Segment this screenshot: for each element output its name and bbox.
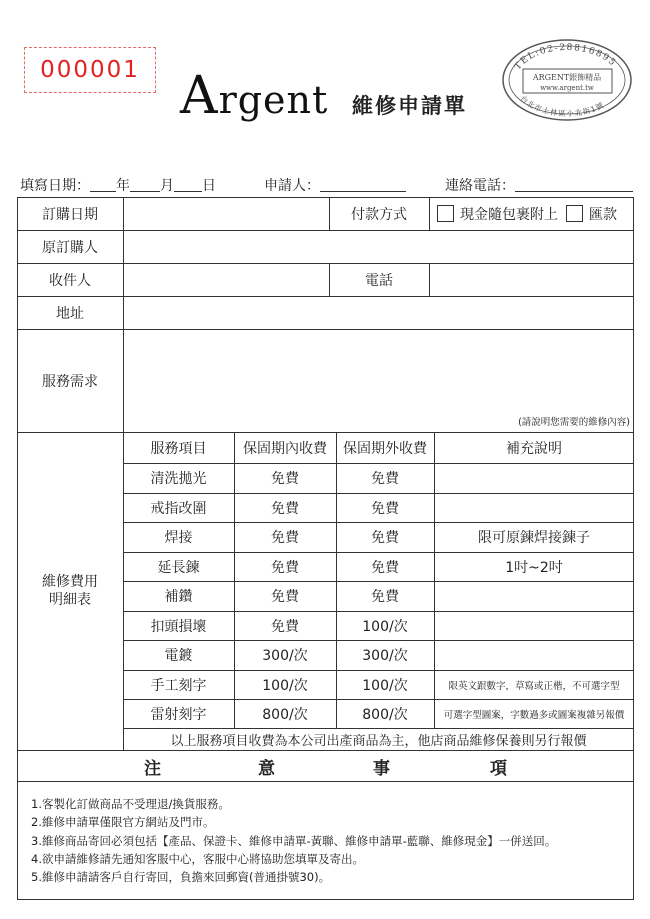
phone-label: 連絡電話： [445, 178, 515, 194]
transfer-checkbox[interactable] [566, 205, 583, 222]
payment-options [429, 197, 634, 230]
row-item: 延長鍊 [157, 559, 200, 576]
payment-method-label: 付款方式 [351, 206, 407, 223]
header-out-warranty: 保固期外收費 [343, 440, 427, 457]
day-blank[interactable] [174, 178, 202, 192]
header-in-warranty: 保固期內收費 [243, 440, 327, 457]
row-item: 焊接 [164, 530, 193, 546]
shop-stamp [500, 36, 635, 124]
notice-title-char-4: 項 [490, 759, 507, 779]
stamp-website: www.argent.tw [540, 84, 594, 92]
row-out-fee: 100/次 [362, 618, 408, 635]
service-request-label: 服務需求 [42, 373, 98, 390]
serial-number: 000001 [24, 47, 156, 93]
row-out-fee: 免費 [371, 589, 399, 605]
row-item: 雷射刻字 [150, 706, 207, 723]
form-title: 維修申請單 [352, 94, 467, 118]
fill-applicant [264, 175, 406, 195]
year-blank[interactable] [90, 178, 116, 192]
stamp-tel: TEL:02-28816895 [513, 42, 618, 72]
order-date-label: 訂購日期 [42, 206, 98, 223]
notice-item: 5.維修申請請客戶自行寄回，負擔來回郵資(普通掛號30)。 [31, 870, 331, 885]
row-out-fee: 100/次 [362, 677, 408, 694]
row-in-fee: 免費 [271, 618, 299, 635]
row-in-fee: 免費 [271, 559, 299, 576]
notice-item: 2.維修申請單僅限官方網站及門市。 [31, 815, 215, 830]
fee-side-line-1: 維修費用 [42, 574, 98, 590]
notice-item: 1.客製化訂做商品不受理退/換貨服務。 [31, 797, 230, 811]
row-in-fee: 800/次 [262, 706, 308, 723]
row-out-fee: 免費 [371, 559, 399, 576]
applicant-blank[interactable] [320, 178, 406, 192]
notice-item: 3.維修商品寄回必須包括【產品、保證卡、維修申請單-黃聯、維修申請單-藍聯、維修現金】一併送回。 [31, 833, 557, 848]
address-label: 地址 [56, 305, 84, 322]
row-note: 可選字型圖案，字數過多或圖案複雜另報價 [443, 709, 625, 721]
fill-date [20, 175, 216, 195]
row-out-fee: 免費 [371, 530, 399, 546]
row-item: 清洗拋光 [150, 471, 207, 487]
address-field[interactable] [123, 296, 634, 329]
fee-table-footer: 以上服務項目收費為本公司出產商品為主，他店商品維修保養則另行報價 [170, 733, 587, 749]
row-in-fee: 免費 [271, 471, 299, 487]
fee-table-side-label [17, 432, 123, 750]
notice-title-char-3: 事 [373, 759, 390, 779]
header-notes: 補充說明 [506, 440, 562, 457]
row-note: 限可原鍊焊接鍊子 [478, 530, 590, 546]
phone-blank[interactable] [515, 178, 633, 192]
recipient-field[interactable] [123, 263, 329, 296]
applicant-label: 申請人： [264, 178, 320, 194]
stamp-shop: ARGENT銀飾精品 [532, 73, 602, 82]
row-note: 1吋~2吋 [505, 559, 563, 576]
argent-logo [180, 66, 328, 126]
date-label: 填寫日期： [20, 178, 90, 194]
fill-phone [445, 175, 633, 195]
notice-item: 4.欲申請維修請先通知客服中心，客服中心將協助您填單及寄出。 [31, 851, 364, 866]
row-out-fee: 免費 [371, 500, 399, 517]
cash-option-label: 現金隨包裹附上 [460, 206, 558, 223]
original-buyer-field[interactable] [123, 230, 634, 263]
row-line [17, 750, 634, 751]
row-in-fee: 免費 [271, 500, 299, 517]
logo-rest: rgent [218, 78, 329, 122]
row-in-fee: 100/次 [262, 677, 308, 694]
month-label: 月 [160, 178, 174, 194]
logo-first-letter: A [180, 66, 219, 126]
notice-title-char-1: 注 [144, 759, 161, 779]
recipient-label: 收件人 [49, 272, 91, 289]
stamp-address: 台北市士林區小北街1號 [518, 93, 606, 119]
cash-checkbox[interactable] [437, 205, 454, 222]
row-note: 限英文跟數字，草寫或正楷，不可選字型 [448, 680, 620, 692]
order-date-field[interactable] [123, 197, 329, 230]
row-item: 扣頭損壞 [150, 618, 207, 635]
transfer-option-label: 匯款 [589, 206, 617, 223]
row-item: 戒指改圍 [150, 500, 207, 517]
row-item: 電鍍 [164, 648, 193, 664]
original-buyer-label: 原訂購人 [42, 239, 98, 256]
row-item: 手工刻字 [150, 677, 207, 694]
row-item: 補鑽 [164, 589, 193, 605]
header-service-item: 服務項目 [150, 440, 207, 457]
notice-title-char-2: 意 [258, 759, 275, 779]
month-blank[interactable] [130, 178, 160, 192]
year-label: 年 [116, 178, 130, 194]
day-label: 日 [202, 178, 216, 194]
row-in-fee: 免費 [271, 589, 299, 605]
notice-list [31, 795, 556, 886]
row-out-fee: 800/次 [362, 706, 408, 723]
fee-side-line-2: 明細表 [49, 592, 91, 608]
row-out-fee: 300/次 [362, 648, 408, 664]
row-line [17, 781, 634, 782]
phone-field[interactable] [429, 263, 634, 296]
phone-field-label: 電話 [365, 272, 393, 289]
row-in-fee: 免費 [271, 530, 299, 546]
service-request-hint: (請說明您需要的維修內容) [518, 417, 630, 428]
row-in-fee: 300/次 [262, 648, 308, 664]
row-out-fee: 免費 [371, 471, 399, 487]
svg-text:台北市士林區小北街1號 [518, 93, 605, 118]
